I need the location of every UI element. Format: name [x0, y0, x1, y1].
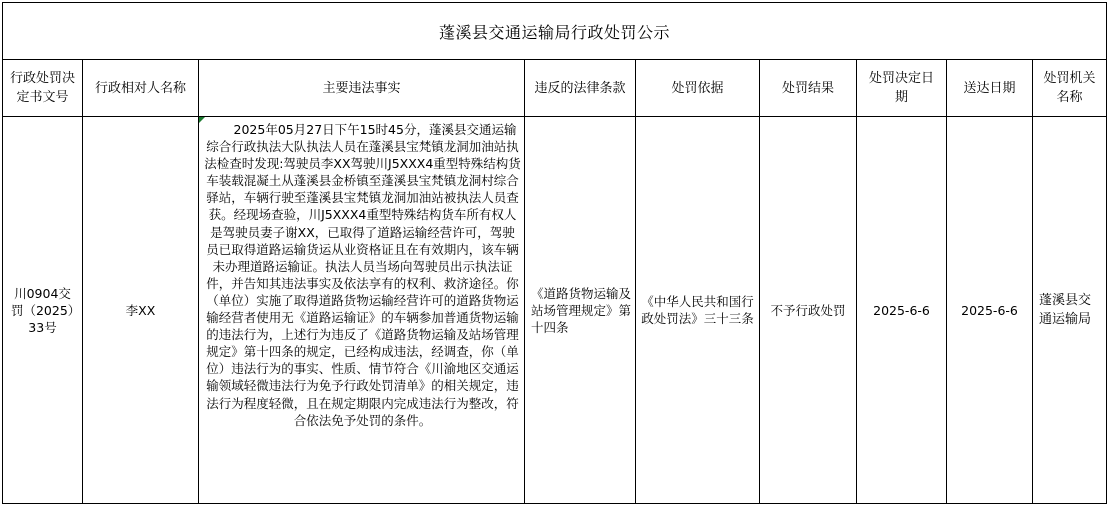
header-delivery-date[interactable]: 送达日期 — [947, 60, 1033, 117]
cell-basis[interactable]: 《中华人民共和国行政处罚法》三十三条 — [636, 117, 760, 504]
cell-delivery-date[interactable]: 2025-6-6 — [947, 117, 1033, 504]
cell-result[interactable]: 不予行政处罚 — [760, 117, 857, 504]
penalty-table — [2, 2, 1107, 504]
header-facts[interactable]: 主要违法事实 — [199, 60, 525, 117]
header-decision-date[interactable]: 处罚决定日期 — [857, 60, 947, 117]
header-row — [3, 60, 1107, 117]
header-party[interactable]: 行政相对人名称 — [83, 60, 199, 117]
header-authority[interactable]: 处罚机关名称 — [1033, 60, 1107, 117]
header-result[interactable]: 处罚结果 — [760, 60, 857, 117]
header-law[interactable]: 违反的法律条款 — [525, 60, 636, 117]
table-title[interactable]: 蓬溪县交通运输局行政处罚公示 — [3, 3, 1107, 60]
title-row — [3, 3, 1107, 60]
cell-decision-date[interactable]: 2025-6-6 — [857, 117, 947, 504]
cell-doc-no[interactable]: 川0904交罚（2025）33号 — [3, 117, 83, 504]
facts-text: 2025年05月27日下午15时45分，蓬溪县交通运输综合行政执法大队执法人员在蓬溪县宝梵镇龙洞加油站执法检查时发现:驾驶员李XX驾驶川J5XXX4重型特殊结构货车装载混凝土从蓬溪县金桥镇至蓬溪县宝梵镇龙洞村综合驿站，车辆行驶至蓬溪县宝梵镇龙洞加油站被执法人员查获。经现场查验，川J5XXX4重型特殊结构货车所有权人是驾驶员妻子谢XX，已取得了道路运输经营许可，驾驶员已取得道路运输货运从业资格证且在有效期内，该车辆未办理道路运输证。执法人员当场向驾驶员出示执法证件，并告知其违法事实及依法享有的权利、救济途径。你（单位）实施了取得道路货物运输经营许可的道路货物运输经营者使用无《道路运输证》的车辆参加普通货物运输的违法行为，上述行为违反了《道路货物运输及站场管理规定》第十四条的规定，已经构成违法，经调查，你（单位）违法行为的事实、性质、情节符合《川渝地区交通运输领域轻微违法行为免予行政处罚清单》的相关规定，违法行为程度轻微，且在规定期限内完成违法行为整改，符合依法免予处罚的条件。 — [204, 122, 521, 428]
table-row — [3, 117, 1107, 504]
header-doc-no[interactable]: 行政处罚决定书文号 — [3, 60, 83, 117]
cell-facts[interactable] — [199, 117, 525, 504]
cell-authority[interactable]: 蓬溪县交通运输局 — [1033, 117, 1107, 504]
comment-indicator-icon — [199, 117, 205, 123]
header-basis[interactable]: 处罚依据 — [636, 60, 760, 117]
cell-law[interactable]: 《道路货物运输及站场管理规定》第十四条 — [525, 117, 636, 504]
cell-party[interactable]: 李XX — [83, 117, 199, 504]
